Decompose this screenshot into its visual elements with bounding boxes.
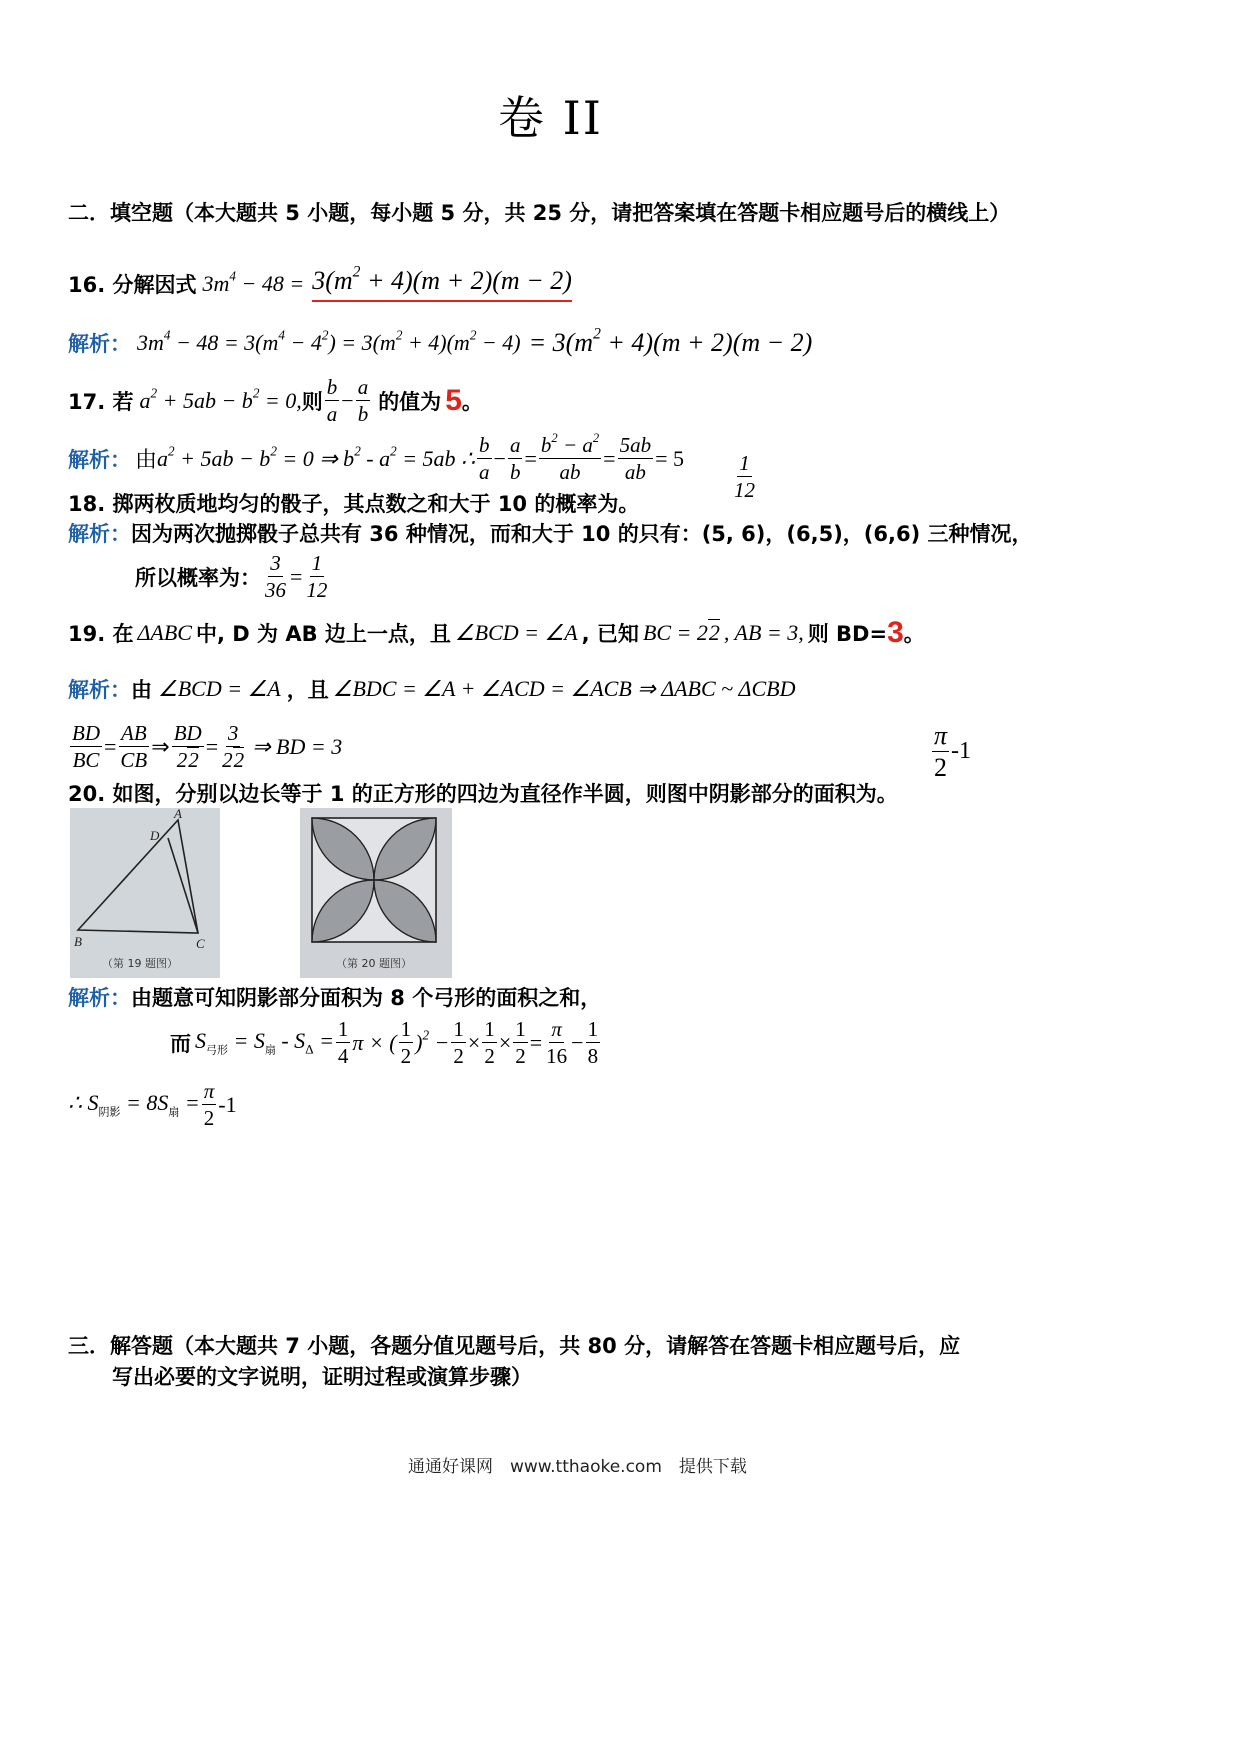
q17-analysis: 解析： 由 $a^2 + 5ab - b^2 = 0$ ⇒ $b^2 - a^2 = 5ab$ ∴ b a − $\frac{a}{b}$ = $\frac{b^2 - a^2}{ab}$ = $\frac{5ab}{ab}$ = 5 — [68, 430, 684, 485]
figure-19 — [70, 808, 220, 978]
q18-analysis-2-text: 所以概率为： — [135, 565, 261, 590]
q19-angle: ∠BCD = ∠A — [454, 620, 578, 645]
q17-frac-a-b: $\frac{a}{b}$ — [357, 375, 369, 427]
question-18 — [68, 488, 639, 518]
q18-analysis-text: 因为两次抛掷骰子总共有 36 种情况，而和大于 10 的只有：(5, 6)，(6,5)，(6,6) 三种情况， — [131, 522, 1033, 546]
q20-formula: 而 $S_{弓形} = S_扇 - S_\Delta$ = $\frac{1}{4}$ π × ( 1 2 )$^2$ − $\frac{1}{2}$ × $\frac{1}{2}$ × $\frac{1}{2}$ = $\frac{\pi}{16}$ − $\frac{1}{8}$ — [170, 1017, 599, 1069]
q18-text: 18. 掷两枚质地均匀的骰子，其点数之和大于 10 的概率为。 — [68, 492, 640, 516]
q16-analysis-result: = $3(m^2 + 4)(m + 2)(m - 2)$ — [528, 325, 813, 357]
fig20-caption: （第 20 题图） — [336, 957, 412, 970]
q17-frac-b-a: b a — [326, 375, 338, 427]
analysis-label: 解析： — [68, 986, 131, 1010]
q17-condition: $a^2 + 5ab - b^2 = 0$, — [139, 385, 302, 413]
fig19-caption: （第 19 题图） — [102, 957, 178, 970]
question-19 — [68, 616, 925, 650]
q20-answer: π 2 -1 — [934, 721, 972, 783]
q16-answer: $3(m^2 + 4)(m + 2)(m - 2)$ — [312, 266, 572, 302]
label-D: D — [150, 828, 160, 843]
q19-eq-result: ⇒ BD = 3 — [252, 733, 343, 759]
q19-bc: BC = 22 — [642, 620, 720, 645]
question-20 — [68, 778, 898, 808]
q18-analysis — [68, 518, 1033, 548]
q19-text-2: , 已知 — [581, 622, 639, 646]
q20-final-rhs: -1 — [218, 1091, 237, 1117]
q19-equation: $\frac{BD}{BC}$ = $\frac{AB}{CB}$ ⇒ $\frac{BD}{22}$ = $\frac{3}{22}$ ⇒ BD = 3 — [72, 721, 343, 773]
q17-end: 。 — [461, 389, 483, 414]
q19-analysis-prefix: 由 — [131, 678, 152, 702]
q20-analysis — [68, 982, 601, 1012]
q19-label: 19. 在 — [68, 622, 134, 646]
q16-analysis — [68, 325, 813, 358]
analysis-label: 解析： — [68, 332, 131, 356]
analysis-label: 解析： — [68, 678, 131, 702]
triangle-figure — [70, 808, 220, 978]
q19-analysis — [68, 674, 795, 704]
question-17: 17. 若 $a^2 + 5ab - b^2 = 0$, 则 b a − $\frac{a}{b}$ 的值为 5 。 — [68, 375, 483, 427]
q17-ze: 则 — [301, 389, 323, 414]
question-16 — [68, 263, 572, 302]
q16-expression: $3m^4 - 48$ = — [202, 268, 305, 296]
q19-analysis-b: ，且 — [286, 678, 329, 702]
q18-analysis-2: 所以概率为： $\frac{3}{36}$ = $\frac{1}{12}$ — [135, 551, 328, 603]
q16-label: 16. 分解因式 — [68, 273, 197, 297]
q19-analysis-c: ∠BDC = ∠A + ∠ACD = ∠ACB ⇒ ΔABC ~ ΔCBD — [332, 676, 796, 701]
petal-figure — [300, 808, 452, 978]
q19-end: 。 — [903, 622, 925, 646]
q19-text-3: 则 BD= — [807, 622, 888, 646]
q20-analysis-text: 由题意可知阴影部分面积为 8 个弓形的面积之和， — [131, 986, 602, 1010]
section-3-heading-line2: 写出必要的文字说明，证明过程或演算步骤） — [112, 1365, 532, 1389]
footer-credit: 通通好课网 www.tthaoke.com 提供下载 — [408, 1457, 747, 1477]
figure-20 — [300, 808, 452, 978]
label-B: B — [74, 934, 82, 949]
q19-triangle: ΔABC — [137, 620, 192, 645]
section-2-heading: 二．填空题（本大题共 5 小题，每小题 5 分，共 25 分，请把答案填在答题卡相应题号后的横线上） — [68, 201, 1011, 225]
q20-text: 20. 如图，分别以边长等于 1 的正方形的四边为直径作半圆，则图中阴影部分的面积为。 — [68, 782, 898, 806]
q16-analysis-text: $3m^4 - 48 = 3(m^4 - 4^2) = 3(m^2 + 4)(m^2 - 4)$ — [137, 327, 521, 355]
label-A: A — [174, 808, 182, 821]
q17-answer: 5 — [445, 383, 462, 417]
q18-answer: $\frac{1}{12}$ — [734, 451, 755, 503]
q20-er: 而 — [170, 1031, 191, 1056]
analysis-label: 解析： — [68, 447, 131, 472]
q19-ab: , AB = 3, — [723, 620, 804, 645]
q20-final: ∴ $S_{阴影} = 8S_扇$ = $\frac{\pi}{2}$ -1 — [68, 1079, 237, 1131]
q19-answer: 3 — [887, 616, 904, 649]
page-title: 卷 II — [498, 91, 603, 145]
q17-analysis-cond: $a^2 + 5ab - b^2 = 0$ ⇒ $b^2 - a^2 = 5ab$ ∴ — [157, 443, 476, 471]
q17-label: 17. 若 — [68, 389, 134, 414]
q17-analysis-prefix: 由 — [135, 447, 158, 473]
q19-analysis-a: ∠BCD = ∠A — [158, 676, 281, 701]
label-C: C — [196, 936, 205, 951]
q19-text-1: 中, D 为 AB 边上一点，且 — [195, 622, 451, 646]
section-3-heading: 三．解答题（本大题共 7 小题，各题分值见题号后，共 80 分，请解答在答题卡相应题号后，应 — [68, 1334, 961, 1358]
q17-suffix: 的值为 — [378, 389, 442, 414]
analysis-label: 解析： — [68, 522, 131, 546]
q17-analysis-result: = 5 — [655, 445, 684, 471]
